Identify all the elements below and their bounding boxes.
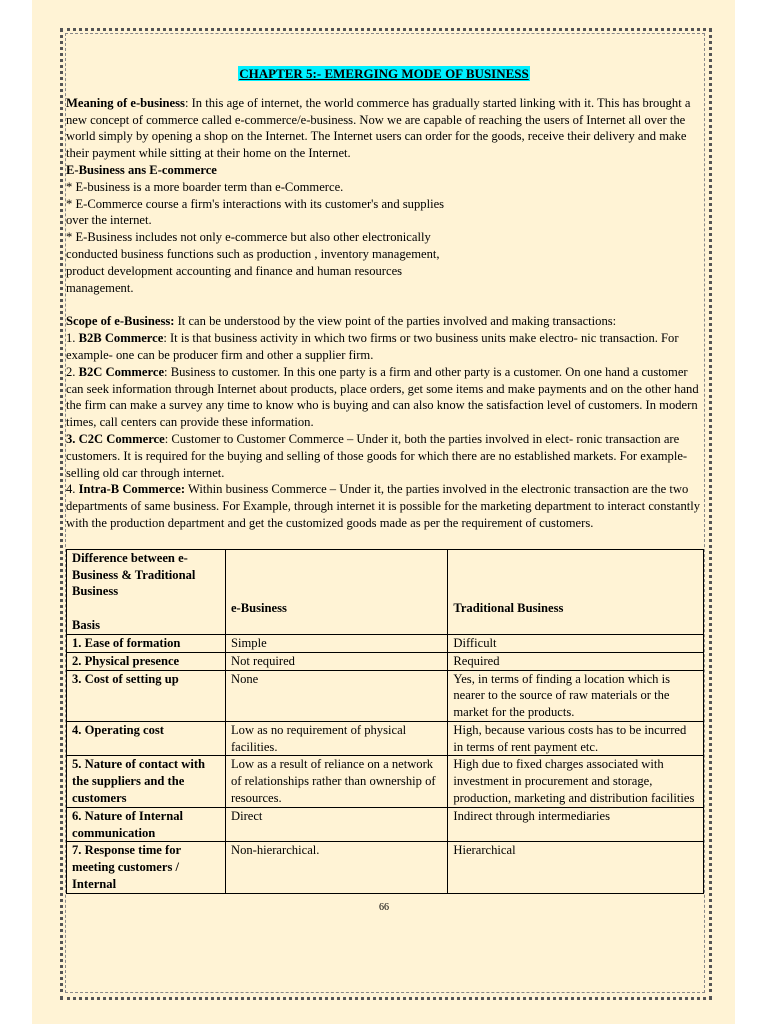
header-basis: Difference between e-Business & Traditional Business Basis (67, 549, 226, 634)
header-ebusiness: e-Business (225, 549, 447, 634)
type-b2b: 1. B2B Commerce: It is that business activity in which two firms or two business units make electro- nic transaction. For example- one can be producer firm and other a supplier firm. (66, 331, 679, 362)
type-c2c: 3. C2C Commerce: Customer to Customer Commerce – Under it, both the parties involved in elect- ronic transaction are customers. It is required for the buying and selling of those goods for which there are no established markets. For example- selling old car through internet. (66, 431, 688, 480)
comparison-table (66, 549, 704, 894)
table-row: 2. Physical presence Not required Required (67, 652, 704, 670)
scope-text: It can be understood by the view point of the parties involved and making transactions: (174, 314, 617, 329)
table-row: 1. Ease of formation Simple Difficult (67, 634, 704, 652)
document-page (32, 0, 735, 1024)
table-row: 7. Response time for meeting customers / Internal Non-hierarchical. Hierarchical (67, 842, 704, 893)
table-row: 6. Nature of Internal communication Direct Indirect through intermediaries (67, 807, 704, 842)
ebiz-point: * E-Commerce course a firm's interactions with its customer's and supplies over the internet. (66, 196, 445, 228)
meaning-text: : In this age of internet, the world commerce has gradually started linking with it. This has brought a new concept of commerce called e-commerce/e-business. Now we are capable of reaching the users of Internet all over the world simply by opening a shop on the Internet. The Internet users can order for the goods, receive their delivery and make their payment while sitting at their home on the Internet. (66, 95, 691, 161)
table-row: 4. Operating cost Low as no requirement of physical facilities. High, because various costs has to be incurred in terms of rent payment etc. (67, 721, 704, 756)
type-b2c: 2. B2C Commerce: Business to customer. In this one party is a firm and other party is a customer. On one hand a customer can seek information through Internet about products, place orders, get some items and make payments and on the other hand the firm can make a survey any time to know who is buying and can also know the satisfaction level of customers. In modern times, call centers can provide these information. (66, 364, 699, 430)
scope-paragraph (66, 313, 702, 330)
type-intra-b: 4. Intra-B Commerce: Within business Commerce – Under it, the parties involved in the electronic transaction are the two departments of same business. For Example, through internet it is possible for the marketing department to interact constantly with the production department and get the customized goods made as per the requirement of customers. (66, 482, 701, 530)
table-row: 5. Nature of contact with the suppliers and the customers Low as a result of reliance on a network of relationships rather than ownership of resources. High due to fixed charges associated with investment in procurement and storage, production, marketing and distribution facilities (67, 756, 704, 807)
ebiz-points (66, 179, 446, 297)
table-header-row (67, 549, 704, 634)
chapter-title: CHAPTER 5:- EMERGING MODE OF BUSINESS (239, 66, 529, 81)
ebiz-point: * E-Business includes not only e-commerce but also other electronically conducted business functions such as production , inventory management, product development accounting and finance and human resources management. (66, 230, 440, 295)
table-row: 3. Cost of setting up None Yes, in terms of finding a location which is nearer to the source of raw materials or the market for the products. (67, 670, 704, 721)
ebiz-point: * E-business is a more boarder term than e-Commerce. (66, 179, 344, 194)
ebiz-heading: E-Business ans E-commerce (66, 162, 217, 177)
page-number: 66 (379, 901, 389, 913)
header-traditional: Traditional Business (448, 549, 704, 634)
meaning-label: Meaning of e-business (66, 95, 185, 110)
page-content (66, 66, 702, 917)
scope-label: Scope of e-Business: (66, 314, 175, 329)
meaning-paragraph (66, 95, 702, 162)
